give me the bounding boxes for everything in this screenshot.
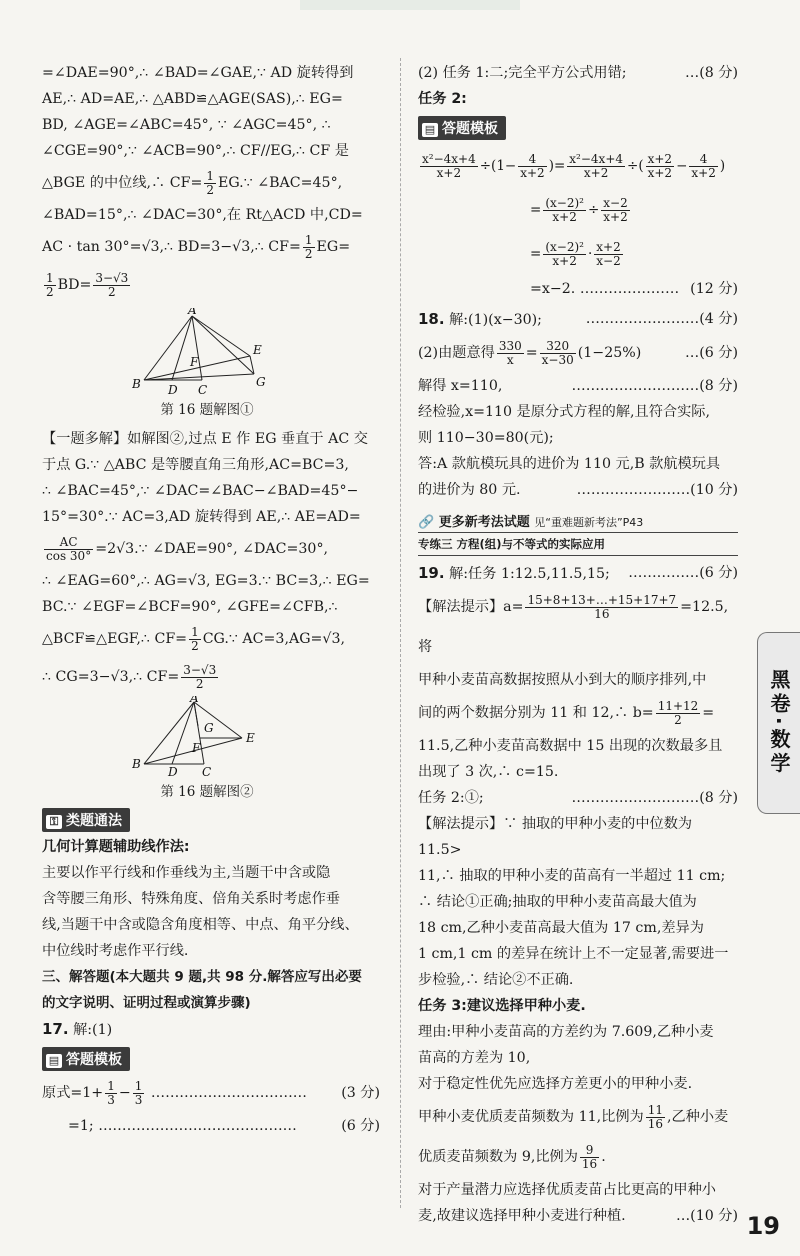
link-ref: 见“重难题新考法”P43 xyxy=(534,516,644,529)
question-18 xyxy=(418,306,738,333)
question-number: 18. xyxy=(418,310,445,328)
numerator: 1 xyxy=(304,232,313,247)
fraction xyxy=(497,340,524,367)
numerator: x²−4x+4 xyxy=(422,151,476,166)
text: 原式=1+ xyxy=(42,1085,104,1101)
left-column xyxy=(42,60,380,1139)
text: (1−25%) xyxy=(577,345,642,361)
text-line: 答:A 款航模玩具的进价为 110 元,B 款航模玩具 xyxy=(418,456,721,472)
text-line xyxy=(42,1073,380,1113)
text-line: 任务 2: xyxy=(418,91,467,107)
text: (2)由题意得 xyxy=(418,345,495,361)
denominator: x+2 xyxy=(603,209,628,224)
fraction xyxy=(44,272,56,299)
text-line xyxy=(418,276,738,302)
text: =x−2. xyxy=(530,281,576,297)
text: ,乙种小麦 xyxy=(666,1109,729,1125)
denominator: 2 xyxy=(304,246,313,261)
text: EG= xyxy=(316,239,351,255)
score: ……………………(10 分) xyxy=(576,482,738,498)
fraction xyxy=(105,1080,117,1107)
text: =1; xyxy=(68,1118,94,1134)
geometry-figure-1 xyxy=(132,308,282,398)
text-line: 甲种小麦苗高数据按照从小到大的顺序排列,中 xyxy=(418,672,707,688)
text-line: 11,∴ 抽取的甲种小麦的苗高有一半超过 11 cm; xyxy=(418,868,726,884)
text-line: 中位线时考虑作平行线. xyxy=(42,943,189,959)
text: 甲种小麦优质麦苗频数为 11,比例为 xyxy=(418,1109,644,1125)
text: ÷( xyxy=(627,158,644,174)
text: △BGE 的中位线,∴ CF= xyxy=(42,175,203,191)
score: ……………(6 分) xyxy=(628,565,738,581)
question-17 xyxy=(42,1016,380,1043)
text-line xyxy=(42,620,380,658)
text: 麦,故建议选择甲种小麦进行种植. xyxy=(418,1208,626,1224)
label-D: D xyxy=(168,383,178,397)
fraction xyxy=(543,197,586,224)
denominator: x+2 xyxy=(552,209,577,224)
denominator: x+2 xyxy=(552,253,577,268)
top-strip xyxy=(300,0,520,10)
label-B: B xyxy=(132,377,141,391)
text-line: 对于产量潜力应选择优质麦苗占比更高的甲种小 xyxy=(418,1182,716,1198)
text: 解:(1) xyxy=(73,1022,113,1038)
denominator: 3 xyxy=(107,1092,115,1107)
text-line: ∴ ∠EAG=60°,∴ AG=√3, EG=3.∵ BC=3,∴ EG= xyxy=(42,573,370,589)
text-line xyxy=(418,373,738,399)
text: = xyxy=(530,202,542,218)
text: 的进价为 80 元. xyxy=(418,482,521,498)
text: )= xyxy=(548,158,566,174)
fraction xyxy=(543,241,586,268)
numerator: 15+8+13+…+15+17+7 xyxy=(527,592,677,607)
numerator: 330 xyxy=(498,338,522,353)
text-line: 含等腰三角形、特殊角度、倍角关系时考虑作垂 xyxy=(42,891,340,907)
score: (3 分) xyxy=(341,1085,380,1101)
text-line: BD, ∠AGE=∠ABC=45°, ∵ ∠AGC=45°, ∴ xyxy=(42,117,331,133)
denominator: 16 xyxy=(647,1116,663,1131)
text: 解得 x=110, xyxy=(418,378,503,394)
text: 间的两个数据分别为 11 和 12,∴ b= xyxy=(418,705,654,721)
text: (2) 任务 1:二;完全平方公式用错; xyxy=(418,65,627,81)
book-icon: ▤ xyxy=(46,1054,62,1068)
text-line xyxy=(418,1203,738,1229)
text-line: AE,∴ AD=AE,∴ △ABD≌△AGE(SAS),∴ EG= xyxy=(42,91,343,107)
label-A: A xyxy=(188,308,197,317)
numerator: 11+12 xyxy=(657,698,699,713)
question-number: 19. xyxy=(418,564,445,582)
text-line xyxy=(42,266,380,304)
simplification-block xyxy=(418,144,738,302)
template-badge xyxy=(418,116,506,140)
numerator: 1 xyxy=(107,1078,115,1093)
text-line xyxy=(418,60,738,86)
text-line xyxy=(418,1097,738,1137)
denominator: 2 xyxy=(195,676,204,691)
text: 【解法提示】a= xyxy=(418,599,524,615)
text: 解:任务 1:12.5,11.5,15; xyxy=(449,566,610,582)
text-line xyxy=(418,785,738,811)
text: = xyxy=(530,246,542,262)
text: = xyxy=(702,705,715,721)
text-line: 11.5,乙种小麦苗高数据中 15 出现的次数最多且 xyxy=(418,738,723,754)
numerator: 1 xyxy=(206,168,214,183)
denominator: 2 xyxy=(206,182,214,197)
badge-label: 答题模板 xyxy=(66,1052,122,1068)
text-line: 18 cm,乙种小麦苗高最大值为 17 cm,差异为 xyxy=(418,920,704,936)
numerator: (x−2)² xyxy=(545,195,584,210)
text: ∴ CG=3−√3,∴ CF= xyxy=(42,669,180,685)
fraction xyxy=(601,197,629,224)
fraction xyxy=(656,700,701,727)
label-B: B xyxy=(132,757,141,771)
denominator: x+2 xyxy=(583,165,609,180)
fraction xyxy=(540,340,576,367)
numerator: 3−√3 xyxy=(183,662,217,677)
text-line: 出现了 3 次,∴ c=15. xyxy=(418,764,559,780)
text-line: 【解法提示】∵ 抽取的甲种小麦的中位数为 11.5> xyxy=(418,816,693,858)
text-line xyxy=(418,333,738,373)
denominator: x+2 xyxy=(647,165,673,180)
text-line: 理由:甲种小麦苗高的方差约为 7.609,乙种小麦 xyxy=(418,1024,714,1040)
text: CG.∵ AC=3,AG=√3, xyxy=(202,631,346,647)
denominator: cos 30° xyxy=(46,548,92,563)
text-line: 1 cm,1 cm 的差异在统计上不一定显著,需要进一 xyxy=(418,946,729,962)
score: ……………………(4 分) xyxy=(585,311,738,327)
text-line: 任务 3:建议选择甲种小麦. xyxy=(418,998,586,1014)
numerator: x²−4x+4 xyxy=(569,151,624,166)
label-G: G xyxy=(256,375,266,389)
text-line: ∠CGE=90°,∵ ∠ACB=90°,∴ CF//EG,∴ CF 是 xyxy=(42,143,349,159)
denominator: 2 xyxy=(108,284,116,299)
denominator: 2 xyxy=(674,712,682,727)
numerator: 9 xyxy=(580,1144,599,1158)
text-line: 【一题多解】如解图②,过点 E 作 EG 垂直于 AC 交 xyxy=(42,431,368,447)
figure-caption: 第 16 题解图② xyxy=(160,784,254,800)
denominator: 16 xyxy=(581,1156,598,1171)
denominator: 16 xyxy=(594,606,610,621)
numerator: 3−√3 xyxy=(95,270,129,285)
geometry-figure-2 xyxy=(132,696,282,780)
text: 解:(1)(x−30); xyxy=(449,312,542,328)
text-line xyxy=(418,587,738,667)
text: △BCF≌△EGF,∴ CF= xyxy=(42,631,188,647)
side-tab: 黑卷·数学 xyxy=(757,632,800,814)
text-line: ∴ ∠BAC=45°,∵ ∠DAC=∠BAC−∠BAD=45°− xyxy=(42,483,359,499)
denominator: x+2 xyxy=(520,165,545,180)
numerator: 1 xyxy=(134,1078,143,1093)
text: =2√3.∵ ∠DAE=90°, ∠DAC=30°, xyxy=(95,541,329,557)
dots: ………………… xyxy=(579,281,680,297)
numerator: 4 xyxy=(518,153,546,167)
denominator: x xyxy=(506,352,514,367)
numerator: 4 xyxy=(689,153,717,167)
figure-16-2 xyxy=(132,696,380,800)
figure-16-1 xyxy=(132,308,380,418)
text-line: 步检验,∴ 结论②不正确. xyxy=(418,972,574,988)
text-line: 则 110−30=80(元); xyxy=(418,430,554,446)
template-badge xyxy=(42,1047,130,1071)
text: ) xyxy=(719,158,726,174)
numerator: x−2 xyxy=(603,195,628,210)
text: 优质麦苗频数为 9,比例为 xyxy=(418,1149,578,1165)
dots: …………………………………… xyxy=(98,1118,297,1134)
text-line: 经检验,x=110 是原分式方程的解,且符合实际, xyxy=(418,404,711,420)
text-line xyxy=(42,164,380,202)
text-line: 15°=30°.∵ AC=3,AD 旋转得到 AE,∴ AE=AD= xyxy=(42,509,361,525)
text: EG.∵ ∠BAC=45°, xyxy=(218,175,343,191)
question-19 xyxy=(418,560,738,587)
math-row xyxy=(418,188,738,232)
denominator: x−2 xyxy=(596,253,621,268)
figure-caption: 第 16 题解图① xyxy=(160,402,254,418)
text: =12.5,将 xyxy=(418,599,729,655)
badge-label: 类题通法 xyxy=(66,813,122,829)
label-C: C xyxy=(198,383,208,397)
score: (12 分) xyxy=(690,281,738,297)
numerator: 1 xyxy=(46,270,54,285)
score: …(8 分) xyxy=(685,65,738,81)
numerator: AC xyxy=(44,536,93,550)
text: 任务 2:①; xyxy=(418,790,484,806)
label-E: E xyxy=(253,343,262,357)
numerator: 1 xyxy=(191,624,199,639)
denominator: x+2 xyxy=(691,165,716,180)
sub-heading: 专练三 方程(组)与不等式的实际应用 xyxy=(418,533,738,556)
right-column xyxy=(418,60,738,1229)
denominator: 2 xyxy=(46,284,54,299)
text-line: ∠BAD=15°,∴ ∠DAC=30°,在 Rt△ACD 中,CD= xyxy=(42,207,363,223)
fraction xyxy=(518,153,546,180)
text: ÷ xyxy=(587,202,600,218)
fraction xyxy=(646,1104,665,1131)
fraction xyxy=(189,626,201,653)
score: …(10 分) xyxy=(675,1208,738,1224)
text: · xyxy=(587,246,593,262)
numerator: x+2 xyxy=(647,151,673,166)
label-F: F xyxy=(190,355,199,369)
denominator: x+2 xyxy=(436,165,462,180)
text-line: BC.∵ ∠EGF=∠BCF=90°, ∠GFE=∠CFB,∴ xyxy=(42,599,338,615)
text: ÷(1− xyxy=(479,158,517,174)
link-title: 更多新考法试题 xyxy=(438,515,530,530)
text-line: 主要以作平行线和作垂线为主,当题干中含或隐 xyxy=(42,865,331,881)
numerator: 11 xyxy=(647,1102,663,1117)
label-F: F xyxy=(192,741,201,755)
denominator: 2 xyxy=(191,638,199,653)
denominator: x−30 xyxy=(541,352,574,367)
fraction xyxy=(525,594,678,621)
method-badge xyxy=(42,808,130,832)
fraction xyxy=(689,153,717,180)
fraction xyxy=(646,153,674,180)
badge-label: 答题模板 xyxy=(442,121,498,137)
fraction xyxy=(204,170,216,197)
text-line xyxy=(418,477,738,503)
score: ………………………(8 分) xyxy=(571,790,738,806)
more-questions-link[interactable] xyxy=(418,509,738,533)
text-line xyxy=(418,693,738,733)
score: ………………………(8 分) xyxy=(571,378,738,394)
fraction xyxy=(181,664,218,691)
label-C: C xyxy=(202,765,212,779)
column-divider xyxy=(400,58,401,1208)
question-number: 17. xyxy=(42,1020,69,1038)
book-icon: ▤ xyxy=(422,123,438,137)
numerator: x+2 xyxy=(596,239,621,254)
label-G: G xyxy=(204,721,214,735)
text-line: 于点 G.∵ △ABC 是等腰直角三角形,AC=BC=3, xyxy=(42,457,349,473)
fraction xyxy=(594,241,622,268)
text-line xyxy=(418,1137,738,1177)
text-line: ∴ 结论①正确;抽取的甲种小麦苗高最大值为 xyxy=(418,894,697,910)
math-row xyxy=(418,232,738,276)
denominator: 3 xyxy=(134,1092,143,1107)
score: (6 分) xyxy=(341,1118,380,1134)
score: …(6 分) xyxy=(685,345,738,361)
key-icon: ⚿ xyxy=(46,815,62,829)
label-E: E xyxy=(246,731,255,745)
numerator: (x−2)² xyxy=(545,239,584,254)
text: BD= xyxy=(57,277,92,293)
label-A: A xyxy=(190,696,199,705)
label-D: D xyxy=(168,765,178,779)
fraction xyxy=(303,234,315,261)
text-line: =∠DAE=90°,∴ ∠BAD=∠GAE,∵ AD 旋转得到 xyxy=(42,65,354,81)
text: − xyxy=(118,1085,131,1101)
text: AC · tan 30°=√3,∴ BD=3−√3,∴ CF= xyxy=(42,239,301,255)
text-line: 苗高的方差为 10, xyxy=(418,1050,531,1066)
fraction xyxy=(567,153,625,180)
fraction xyxy=(44,536,93,563)
page-number: 19 xyxy=(746,1212,780,1240)
method-title: 几何计算题辅助线作法: xyxy=(42,839,190,855)
text: . xyxy=(601,1149,606,1165)
section-heading: 三、解答题(本大题共 9 题,共 98 分.解答应写出必要 xyxy=(42,969,362,985)
text: = xyxy=(525,345,538,361)
fraction xyxy=(420,153,478,180)
section-heading: 的文字说明、证明过程或演算步骤) xyxy=(42,995,251,1011)
fraction xyxy=(93,272,130,299)
numerator: 320 xyxy=(540,340,576,354)
text-line xyxy=(42,228,380,266)
fraction xyxy=(133,1080,145,1107)
link-icon: 🔗 xyxy=(418,515,435,530)
text-line xyxy=(42,658,380,696)
text-line: 对于稳定性优先应选择方差更小的甲种小麦. xyxy=(418,1076,693,1092)
text-line: 线,当题干中含或隐含角度相等、中点、角平分线、 xyxy=(42,917,359,933)
dots: …………………………… xyxy=(150,1085,307,1101)
text-line xyxy=(42,530,380,568)
text-line xyxy=(42,1113,380,1139)
text: − xyxy=(676,158,688,174)
fraction xyxy=(580,1144,599,1171)
math-row xyxy=(418,144,738,188)
